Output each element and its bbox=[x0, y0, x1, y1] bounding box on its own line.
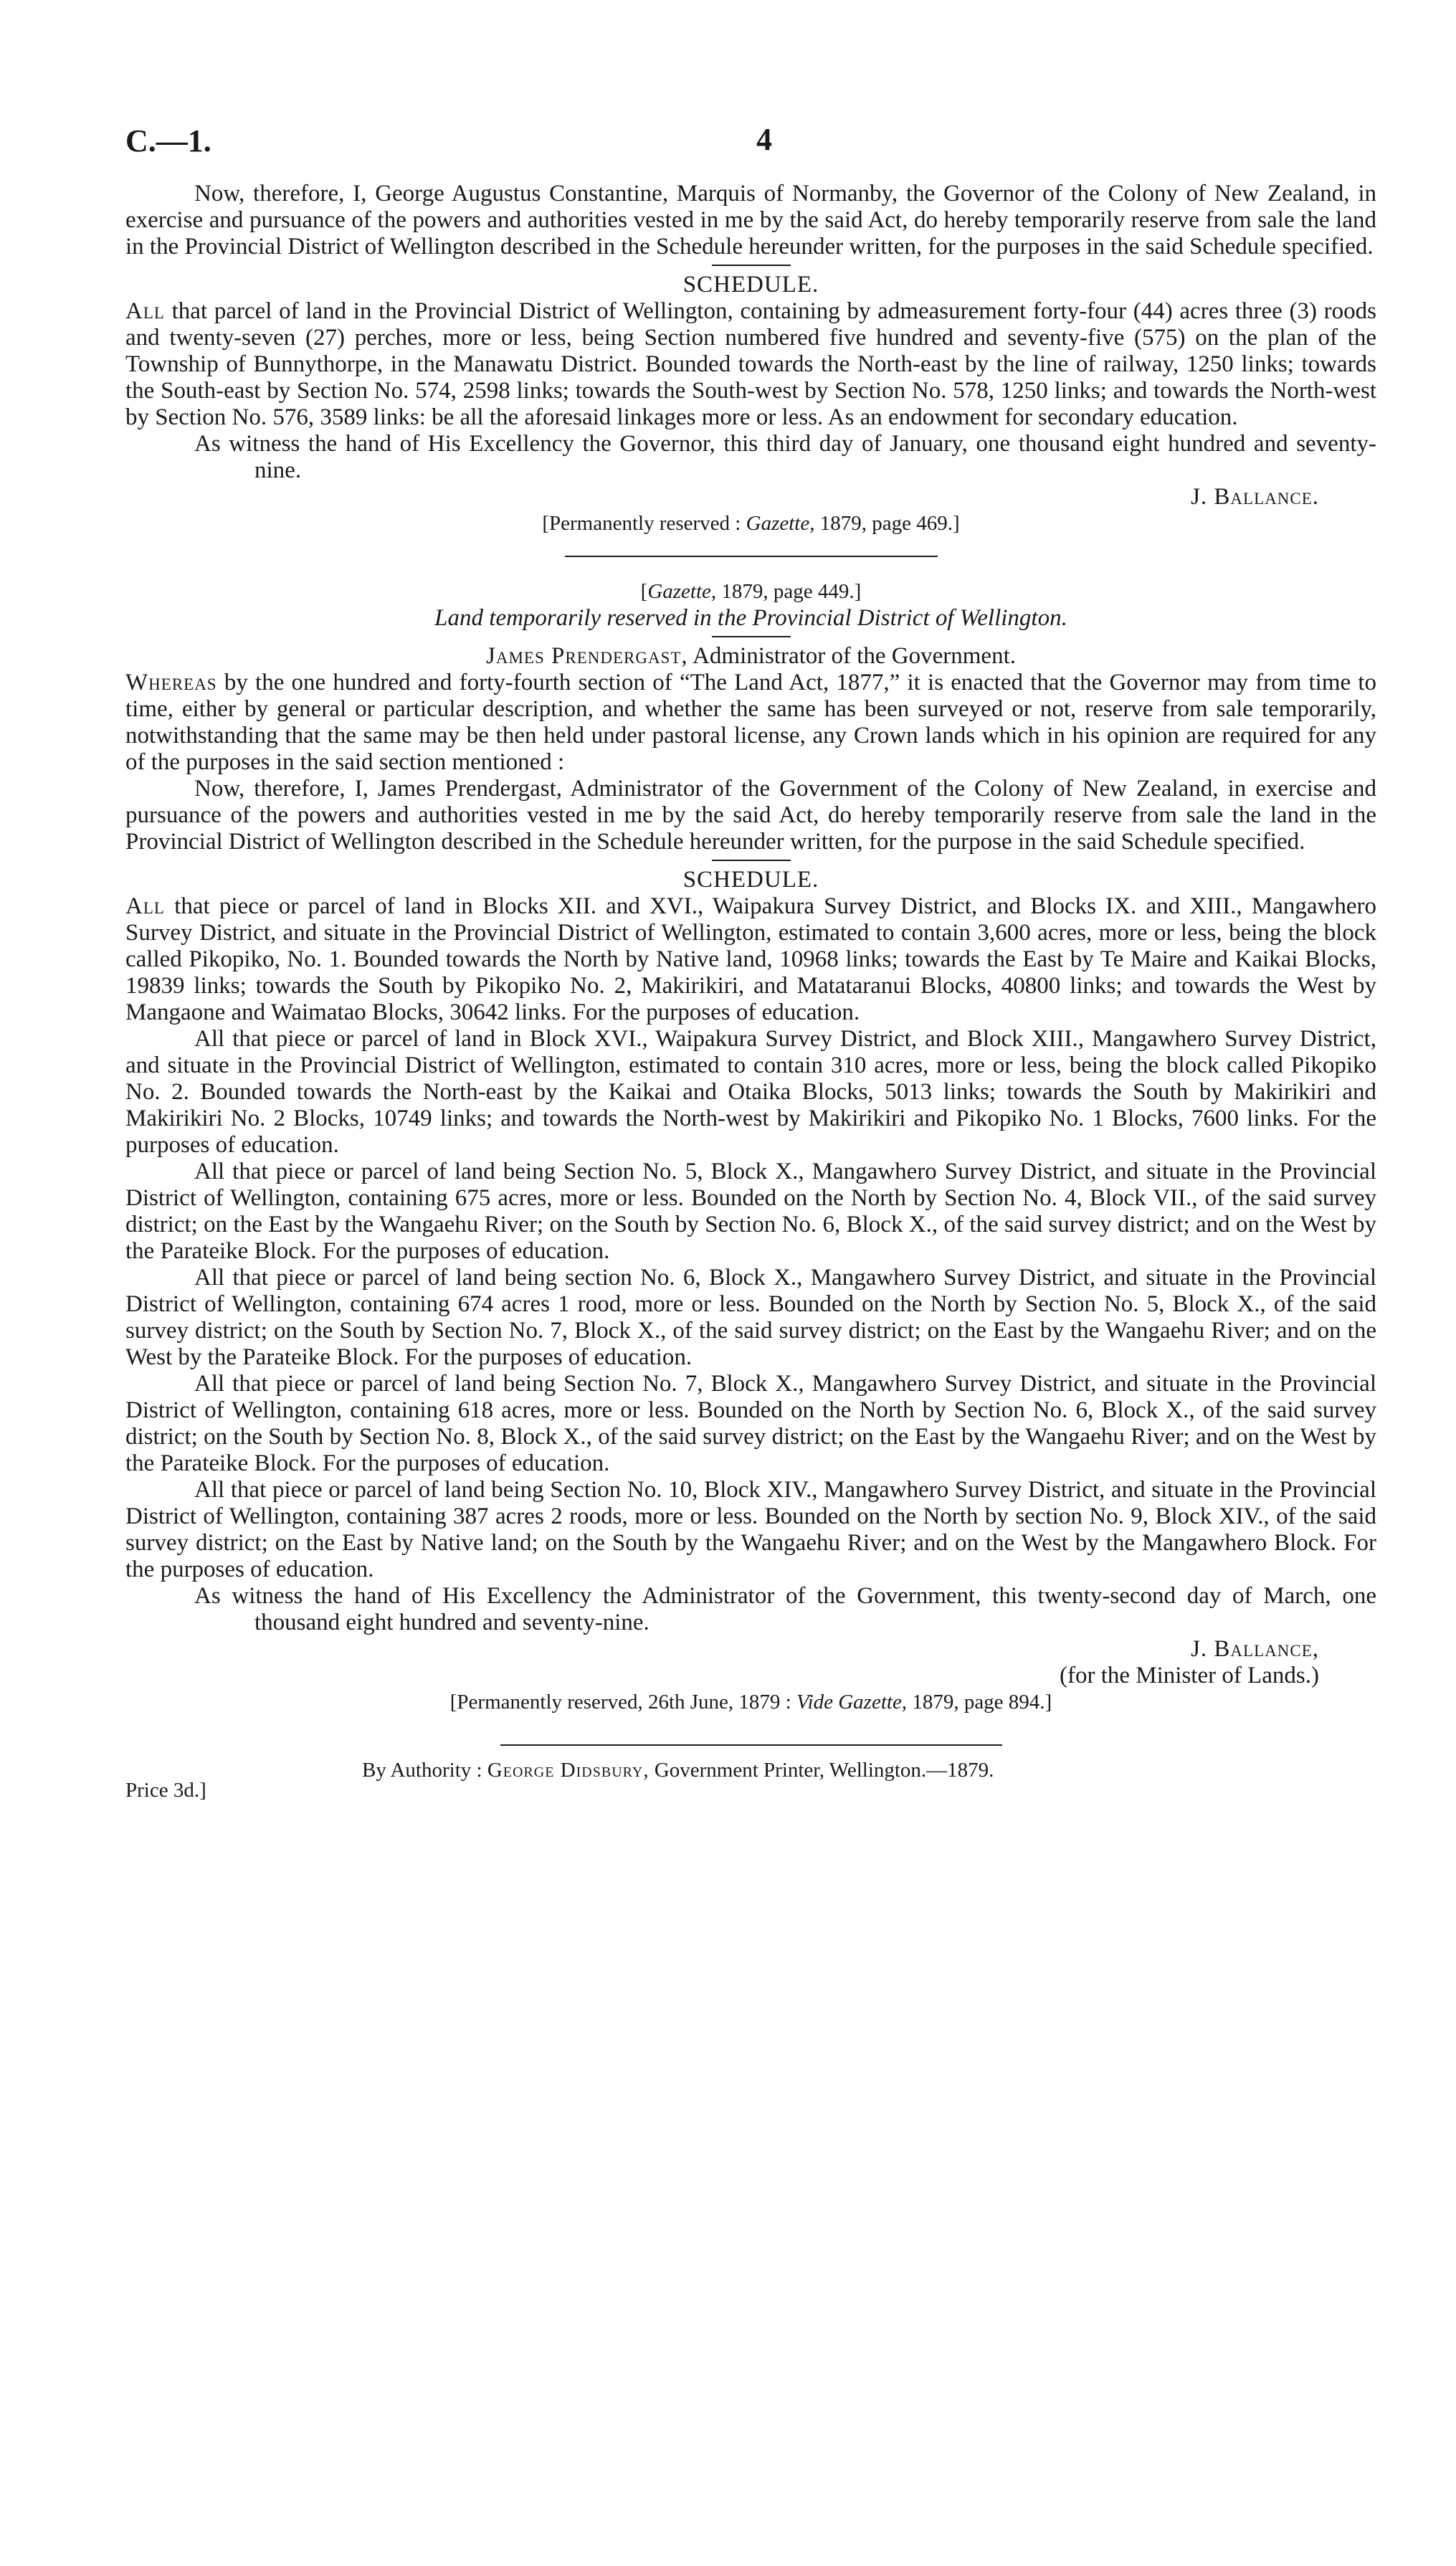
schedule-text: that parcel of land in the Provincial District of Wellington, containing by admeasurement forty-four (44) acres three (3) roods and twenty-seven (27) perches, more or less, being Section numbered five hundred and seventy-five (575) on the plan of the Township of Bunnythorpe, in the Manawatu District. Bounded towards the North-east by the line of railway, 1250 links; towards the South-east by Section No. 574, 2598 links; towards the South-west by Section No. 578, 1250 links; and towards the North-west by Section No. 576, 3589 links: be all the aforesaid linkages more or less. As an endowment for secondary education. bbox=[125, 298, 1377, 430]
proclamation-paragraph: Now, therefore, I, George Augustus Constantine, Marquis of Normanby, the Governor of the Colony of New Zealand, in exercise and pursuance of the powers and authorities vested in me by the said Act, do hereby temporarily reserve from sale the land in the Provincial District of Wellington described in the Schedule hereunder written, for the purposes in the said Schedule specified. bbox=[125, 181, 1376, 260]
schedule-parcel: All that piece or parcel of land being section No. 6, Block X., Mangawhero Survey District, and situate in the Provincial District of Wellington, containing 674 acres 1 rood, more or less. Bounded on the North by Section No. 5, Block X., of the said survey district; on the South by Section No. 7, Block X., of the said survey district; on the East by the Wangaehu River; and on the West by the Parateike Block. For the purposes of education. bbox=[125, 1265, 1376, 1370]
schedule-heading: SCHEDULE. bbox=[682, 272, 819, 298]
signature: J. Ballance. bbox=[1191, 484, 1319, 510]
signature: J. Ballance, bbox=[1191, 1636, 1319, 1662]
page-number: 4 bbox=[756, 122, 772, 157]
page-header bbox=[125, 108, 1376, 165]
whereas-paragraph: Whereas by the one hundred and forty-fourth section of “The Land Act, 1877,” it is enacted that the Governor may from time to time, either by general or particular description, and whether the same has been surveyed or not, reserve from sale temporarily, notwithstanding that the same may be then held under pastoral license, any Crown lands which in his opinion are required for any of the purposes in the said section mentioned : bbox=[125, 670, 1377, 775]
schedule-parcel: All that piece or parcel of land being Section No. 5, Block X., Mangawhero Survey District, and situate in the Provincial District of Wellington, containing 675 acres, more or less. Bounded on the North by Section No. 4, Block VII., of the said survey district; on the East by the Wangaehu River; on the South by Section No. 6, Block X., of the said survey district; and on the West by the Parateike Block. For the purposes of education. bbox=[125, 1159, 1376, 1264]
witness-paragraph: As witness the hand of His Excellency the Governor, this third day of January, one thousand eight hundred and seventy-nine. bbox=[194, 431, 1376, 483]
schedule-parcel: All that piece or parcel of land being Section No. 7, Block X., Mangawhero Survey District, and situate in the Provincial District of Wellington, containing 618 acres, more or less. Bounded on the North by Section No. 6, Block X., of the said survey district; on the South by Section No. 8, Block X., of the said survey district; on the East by the Wangaehu River; and on the West by the Parateike Block. For the purposes of education. bbox=[125, 1371, 1376, 1476]
footer-divider bbox=[500, 1744, 1002, 1746]
schedule-parcel: All that piece or parcel of land in Blocks XII. and XVI., Waipakura Survey District, and Blocks IX. and XIII., Mangawhero Survey District, and situate in the Provincial District of Wellington, estimated to contain 3,600 acres, more or less, being the block called Pikopiko, No. 1. Bounded towards the North by Native land, 10968 links; towards the East by Te Maire and Kaikai Blocks, 19839 links; towards the South by Pikopiko No. 2, Makirikiri, and Matataranui Blocks, 40800 links; and towards the West by Mangaone and Waimatao Blocks, 30642 links. For the purposes of education. bbox=[125, 893, 1377, 1025]
page-footer bbox=[125, 1757, 1376, 1800]
schedule-parcel: All that piece or parcel of land in Block XVI., Waipakura Survey District, and Block XIII., Mangawhero Survey District, and situate in the Provincial District of Wellington, estimated to contain 310 acres, more or less, being the block called Pikopiko No. 2. Bounded towards the North-east by the Kaikai and Otaika Blocks, 5013 links; towards the South by Makirikiri and Makirikiri No. 2 Blocks, 10749 links; and towards the North-west by Makirikiri and Pikopiko No. 1 Blocks, 7600 links. For the purposes of education. bbox=[125, 1026, 1376, 1158]
schedule-lead: All bbox=[125, 298, 165, 324]
divider bbox=[712, 636, 791, 637]
schedule-parcel: All that piece or parcel of land being Section No. 10, Block XIV., Mangawhero Survey District, and situate in the Provincial District of Wellington, containing 387 acres 2 roods, more or less. Bounded on the North by section No. 9, Block XIV., of the said survey district; on the East by Native land; on the South by the Wangaehu River; and on the West by the Mangawhero Block. For the purposes of education. bbox=[125, 1477, 1376, 1582]
gazette-reference: [Gazette, 1879, page 449.] bbox=[640, 580, 862, 603]
schedule-paragraph bbox=[125, 298, 1376, 431]
notice-title: Land temporarily reserved in the Provincial District of Wellington. bbox=[434, 605, 1067, 631]
divider bbox=[712, 265, 791, 266]
schedule-heading: SCHEDULE. bbox=[682, 867, 819, 893]
reserved-note: [Permanently reserved, 26th June, 1879 : Vide Gazette, 1879, page 894.] bbox=[449, 1691, 1052, 1714]
printer-authority: By Authority : George Didsbury, Government Printer, Wellington.—1879. bbox=[362, 1759, 994, 1782]
section-divider bbox=[565, 556, 938, 557]
document-page bbox=[125, 108, 1376, 1800]
administrator-line: James Prendergast, Administrator of the Government. bbox=[486, 643, 1016, 669]
proclamation-paragraph: Now, therefore, I, James Prendergast, Administrator of the Government of the Colony of New Zealand, in exercise and pursuance of the powers and authorities vested in me by the said Act, do hereby temporarily reserve from sale the land in the Provincial District of Wellington described in the Schedule hereunder written, for the purpose in the said Schedule specified. bbox=[125, 776, 1376, 855]
document-reference: C.—1. bbox=[125, 123, 211, 158]
signature-role: (for the Minister of Lands.) bbox=[1060, 1663, 1319, 1688]
divider bbox=[712, 860, 791, 861]
witness-paragraph: As witness the hand of His Excellency the Administrator of the Government, this twenty-second day of March, one thousand eight hundred and seventy-nine. bbox=[194, 1583, 1376, 1635]
price: Price 3d.] bbox=[125, 1779, 206, 1802]
reserved-note: [Permanently reserved : Gazette, 1879, page 469.] bbox=[542, 512, 960, 535]
